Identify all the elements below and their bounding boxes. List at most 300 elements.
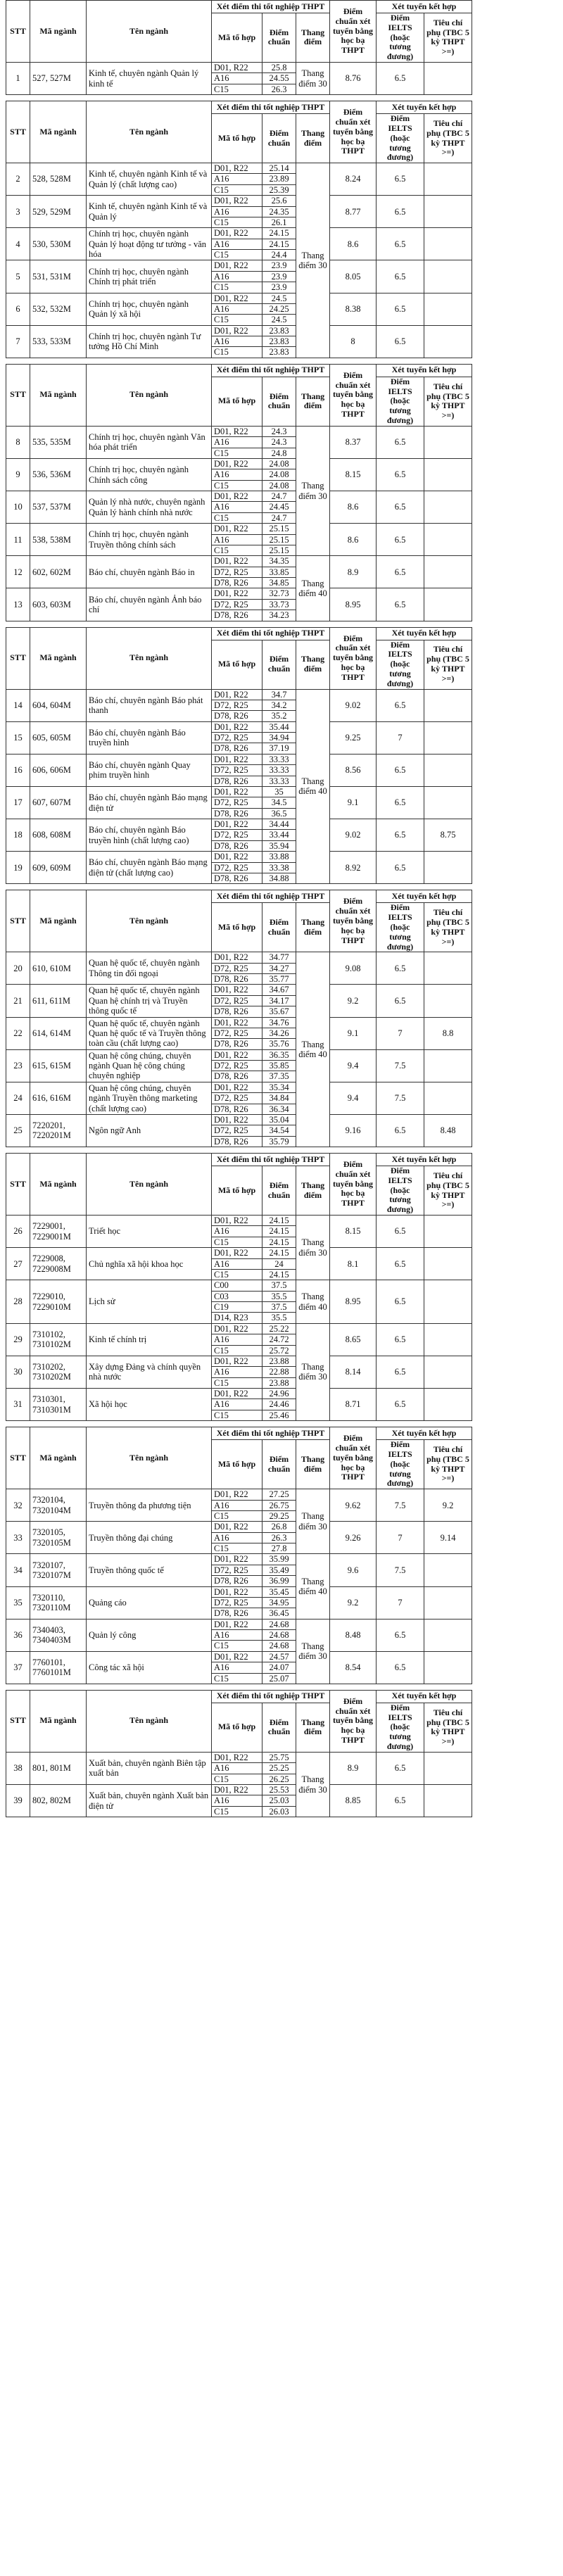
header-scale: Thang điểm: [296, 903, 330, 952]
cell-ielts: 6.5: [377, 754, 424, 786]
cell-combo: D01, R22: [212, 1356, 262, 1366]
cell-stt: 32: [6, 1489, 30, 1522]
cell-combo: C15: [212, 1806, 262, 1817]
cell-cutoff: 24.3: [262, 426, 296, 436]
cell-spacer: [472, 260, 558, 293]
cell-major-name: Quan hệ quốc tế, chuyên ngành Thông tin đối ngoại: [87, 952, 212, 985]
cell-transcript: 8.65: [330, 1323, 377, 1356]
cell-ielts: 6.5: [377, 588, 424, 621]
header-combo: Mã tổ hợp: [212, 903, 262, 952]
table-row: [6, 293, 558, 303]
cell-transcript: 8.6: [330, 228, 377, 260]
cell-combo: A16: [212, 1500, 262, 1510]
cell-cutoff: 26.3: [262, 84, 296, 94]
cell-major-name: Chính trị học, chuyên ngành Truyền thông chính sách: [87, 524, 212, 556]
cell-major-name: Lịch sử: [87, 1280, 212, 1324]
cell-combo: D01, R22: [212, 260, 262, 271]
cell-spacer: [472, 1114, 558, 1147]
header-thpt-group: Xét điểm thi tốt nghiệp THPT: [212, 1690, 330, 1703]
cell-cutoff: 33.85: [262, 567, 296, 577]
cell-combo: A16: [212, 437, 262, 448]
header-gpa: Tiêu chí phụ (TBC 5 kỳ THPT >=): [424, 114, 472, 163]
cell-cutoff: 33.73: [262, 599, 296, 610]
cell-combo: D72, R25: [212, 862, 262, 873]
cell-ielts: 7.5: [377, 1489, 424, 1522]
cell-ielts: 6.5: [377, 458, 424, 491]
table-row: [6, 426, 558, 436]
cell-transcript: 8.37: [330, 426, 377, 458]
header-combined-group: Xét tuyển kết hợp: [377, 1, 472, 13]
cell-gpa: [424, 721, 472, 754]
cell-cutoff: 23.88: [262, 1377, 296, 1388]
cell-code: 610, 610M: [30, 952, 87, 985]
cell-stt: 23: [6, 1049, 30, 1082]
cell-stt: 11: [6, 524, 30, 556]
cell-combo: C15: [212, 1237, 262, 1247]
cell-combo: D01, R22: [212, 491, 262, 502]
cell-spacer: [472, 588, 558, 621]
cell-major-name: Chủ nghĩa xã hội khoa học: [87, 1248, 212, 1280]
cell-major-name: Chính trị học, chuyên ngành Quản lý hoạt động tư tưởng - văn hóa: [87, 228, 212, 260]
cell-combo: D01, R22: [212, 786, 262, 797]
header-scale: Thang điểm: [296, 1703, 330, 1752]
header-combined-group: Xét tuyển kết hợp: [377, 627, 472, 640]
cell-spacer: [472, 426, 558, 458]
cell-combo: D14, R23: [212, 1313, 262, 1323]
cell-combo: D72, R25: [212, 1061, 262, 1071]
cell-cutoff: 24.15: [262, 1216, 296, 1226]
cell-cutoff: 23.89: [262, 174, 296, 184]
cell-code: 604, 604M: [30, 689, 87, 721]
cell-combo: C15: [212, 1345, 262, 1356]
header-combined-group: Xét tuyển kết hợp: [377, 1154, 472, 1166]
cell-combo: A16: [212, 1334, 262, 1345]
section-gap: [0, 1147, 563, 1153]
cell-combo: D01, R22: [212, 1216, 262, 1226]
cell-ielts: 6.5: [377, 985, 424, 1017]
cell-transcript: 9.62: [330, 1489, 377, 1522]
table-row: [6, 588, 558, 599]
cell-transcript: 8.15: [330, 458, 377, 491]
cell-cutoff: 25.6: [262, 196, 296, 206]
cell-gpa: [424, 1586, 472, 1619]
cell-major-name: Xây dựng Đảng và chính quyền nhà nước: [87, 1356, 212, 1388]
cell-ielts: 6.5: [377, 426, 424, 458]
cell-gpa: 9.14: [424, 1522, 472, 1554]
cell-code: 532, 532M: [30, 293, 87, 325]
cell-code: 802, 802M: [30, 1785, 87, 1817]
table-row: [6, 1522, 558, 1532]
cell-code: 538, 538M: [30, 524, 87, 556]
cell-major-name: Quan hệ công chúng, chuyên ngành Truyền thông marketing (chất lượng cao): [87, 1082, 212, 1114]
header-thpt-group: Xét điểm thi tốt nghiệp THPT: [212, 890, 330, 903]
cell-major-name: Kinh tế chính trị: [87, 1323, 212, 1356]
cell-gpa: [424, 852, 472, 884]
cell-combo: D01, R22: [212, 754, 262, 764]
cell-transcript: 8: [330, 325, 377, 358]
cell-cutoff: 24.08: [262, 480, 296, 491]
cell-cutoff: 34.95: [262, 1597, 296, 1608]
cell-ielts: 6.5: [377, 556, 424, 588]
cell-cutoff: 35.94: [262, 840, 296, 851]
cell-gpa: [424, 1216, 472, 1248]
cell-combo: A16: [212, 206, 262, 217]
cell-cutoff: 25.07: [262, 1673, 296, 1684]
cell-stt: 24: [6, 1082, 30, 1114]
cell-code: 615, 615M: [30, 1049, 87, 1082]
cell-code: 611, 611M: [30, 985, 87, 1017]
cell-ielts: 6.5: [377, 852, 424, 884]
cell-combo: D78, R26: [212, 1039, 262, 1049]
cell-cutoff: 24.7: [262, 512, 296, 523]
cell-code: 530, 530M: [30, 228, 87, 260]
header-name: Tên ngành: [87, 1154, 212, 1216]
cell-combo: A16: [212, 1258, 262, 1269]
cell-scale: Thang điểm 30: [296, 1216, 330, 1280]
header-ielts: Điểm IELTS (hoặc tương đương): [377, 377, 424, 426]
cell-transcript: 9.2: [330, 1586, 377, 1619]
cell-cutoff: 25.15: [262, 534, 296, 545]
cell-cutoff: 23.88: [262, 1356, 296, 1366]
cell-code: 7320107, 7320107M: [30, 1554, 87, 1586]
cell-cutoff: 35.5: [262, 1313, 296, 1323]
score-table-section: [6, 1153, 558, 1421]
cell-combo: A16: [212, 174, 262, 184]
cell-stt: 18: [6, 819, 30, 852]
cell-stt: 39: [6, 1785, 30, 1817]
cell-cutoff: 24.15: [262, 1269, 296, 1280]
cell-major-name: Chính trị học, chuyên ngành Chính trị phát triển: [87, 260, 212, 293]
section-gap: [0, 884, 563, 890]
cell-stt: 36: [6, 1619, 30, 1651]
cell-combo: C15: [212, 84, 262, 94]
cell-transcript: 8.6: [330, 524, 377, 556]
header-code: Mã ngành: [30, 1427, 87, 1489]
cell-combo: A16: [212, 1662, 262, 1673]
cell-ielts: 6.5: [377, 293, 424, 325]
cell-ielts: 6.5: [377, 1651, 424, 1684]
header-cutoff: Điểm chuẩn: [262, 13, 296, 63]
score-table-section: [6, 1690, 558, 1817]
cell-spacer: [472, 1554, 558, 1586]
cell-cutoff: 24.45: [262, 502, 296, 512]
header-gpa-spacer: [472, 1427, 558, 1489]
cell-cutoff: 36.99: [262, 1576, 296, 1586]
cell-spacer: [472, 556, 558, 588]
cell-cutoff: 34.26: [262, 1028, 296, 1038]
cell-gpa: [424, 491, 472, 524]
header-transcript: Điểm chuẩn xét tuyển bằng học bạ THPT: [330, 1, 377, 63]
header-gpa: Tiêu chí phụ (TBC 5 kỳ THPT >=): [424, 377, 472, 426]
cell-cutoff: 25.8: [262, 62, 296, 72]
cell-stt: 25: [6, 1114, 30, 1147]
cell-scale: Thang điểm 30: [296, 1619, 330, 1684]
cell-stt: 15: [6, 721, 30, 754]
cell-code: 7320104, 7320104M: [30, 1489, 87, 1522]
table-row: [6, 1554, 558, 1565]
table-row: [6, 1216, 558, 1226]
cell-major-name: Báo chí, chuyên ngành Báo phát thanh: [87, 689, 212, 721]
cell-combo: D72, R25: [212, 1125, 262, 1136]
cell-ielts: 6.5: [377, 1248, 424, 1280]
cell-transcript: 8.56: [330, 754, 377, 786]
cell-gpa: 8.75: [424, 819, 472, 852]
cell-cutoff: 24.46: [262, 1399, 296, 1410]
cell-code: 7340403, 7340403M: [30, 1619, 87, 1651]
header-thpt-group: Xét điểm thi tốt nghiệp THPT: [212, 1154, 330, 1166]
cell-cutoff: 34.67: [262, 985, 296, 995]
header-stt: STT: [6, 101, 30, 163]
cell-gpa: [424, 293, 472, 325]
cell-major-name: Truyền thông đa phương tiện: [87, 1489, 212, 1522]
table-row: [6, 556, 558, 567]
header-gpa-spacer: [472, 101, 558, 163]
cell-scale: Thang điểm 30: [296, 62, 330, 94]
table-row: [6, 1389, 558, 1399]
header-cutoff: Điểm chuẩn: [262, 903, 296, 952]
cell-spacer: [472, 1489, 558, 1522]
header-code: Mã ngành: [30, 1690, 87, 1752]
cell-combo: D72, R25: [212, 765, 262, 776]
header-name: Tên ngành: [87, 1, 212, 63]
cell-cutoff: 35.67: [262, 1006, 296, 1017]
cell-stt: 2: [6, 163, 30, 196]
cell-combo: D78, R26: [212, 873, 262, 883]
score-table-section: [6, 0, 558, 95]
cell-combo: C15: [212, 545, 262, 555]
cell-combo: C00: [212, 1280, 262, 1291]
header-thpt-group: Xét điểm thi tốt nghiệp THPT: [212, 627, 330, 640]
header-gpa-spacer: [472, 627, 558, 689]
cell-cutoff: 25.15: [262, 545, 296, 555]
cell-cutoff: 26.75: [262, 1500, 296, 1510]
table-header: [6, 1, 558, 63]
cell-cutoff: 25.03: [262, 1795, 296, 1806]
cell-gpa: [424, 1785, 472, 1817]
header-name: Tên ngành: [87, 627, 212, 689]
header-stt: STT: [6, 890, 30, 952]
cell-major-name: Kinh tế, chuyên ngành Kinh tế và Quản lý: [87, 196, 212, 228]
cell-stt: 5: [6, 260, 30, 293]
cell-cutoff: 34.23: [262, 610, 296, 621]
cell-gpa: [424, 196, 472, 228]
cell-combo: D78, R26: [212, 1104, 262, 1114]
header-thpt-group: Xét điểm thi tốt nghiệp THPT: [212, 1427, 330, 1440]
cell-combo: A16: [212, 271, 262, 282]
cell-cutoff: 25.75: [262, 1752, 296, 1762]
table-row: [6, 985, 558, 995]
cell-gpa: [424, 952, 472, 985]
score-table-section: [6, 627, 558, 885]
cell-cutoff: 24.15: [262, 1248, 296, 1258]
cell-transcript: 8.76: [330, 62, 377, 94]
cell-code: 531, 531M: [30, 260, 87, 293]
cell-gpa: [424, 1323, 472, 1356]
cell-transcript: 9.02: [330, 819, 377, 852]
header-transcript: Điểm chuẩn xét tuyển bằng học bạ THPT: [330, 627, 377, 689]
cell-cutoff: 36.34: [262, 1104, 296, 1114]
cell-spacer: [472, 1522, 558, 1554]
cell-cutoff: 34.94: [262, 733, 296, 743]
cell-combo: D72, R25: [212, 599, 262, 610]
section-gap: [0, 95, 563, 101]
cell-combo: C15: [212, 1641, 262, 1651]
header-code: Mã ngành: [30, 101, 87, 163]
cell-spacer: [472, 1216, 558, 1248]
cell-scale: Thang điểm 30: [296, 1323, 330, 1420]
cell-code: 7220201, 7220201M: [30, 1114, 87, 1147]
cell-transcript: 8.1: [330, 1248, 377, 1280]
cell-combo: C19: [212, 1302, 262, 1313]
table-header: [6, 890, 558, 952]
header-name: Tên ngành: [87, 364, 212, 426]
cell-gpa: [424, 1389, 472, 1421]
table-header: [6, 101, 558, 163]
cell-cutoff: 35.79: [262, 1136, 296, 1147]
cell-spacer: [472, 819, 558, 852]
cell-transcript: 8.05: [330, 260, 377, 293]
cell-combo: D72, R25: [212, 1597, 262, 1608]
cell-ielts: 6.5: [377, 1216, 424, 1248]
cell-gpa: [424, 689, 472, 721]
table-row: [6, 952, 558, 963]
header-ielts: Điểm IELTS (hoặc tương đương): [377, 640, 424, 689]
header-gpa: Tiêu chí phụ (TBC 5 kỳ THPT >=): [424, 1703, 472, 1752]
score-table-section: [6, 364, 558, 621]
cell-combo: D78, R26: [212, 1608, 262, 1619]
header-combo: Mã tổ hợp: [212, 1166, 262, 1216]
cell-scale: Thang điểm 30: [296, 1489, 330, 1554]
cell-gpa: [424, 1752, 472, 1784]
cell-combo: A16: [212, 1399, 262, 1410]
cell-ielts: 7.5: [377, 1554, 424, 1586]
cell-cutoff: 33.38: [262, 862, 296, 873]
table-row: [6, 1619, 558, 1629]
cell-ielts: 7: [377, 721, 424, 754]
cell-spacer: [472, 62, 558, 94]
cell-spacer: [472, 1586, 558, 1619]
cell-ielts: 6.5: [377, 325, 424, 358]
header-stt: STT: [6, 364, 30, 426]
cell-cutoff: 35.45: [262, 1586, 296, 1597]
cell-cutoff: 22.88: [262, 1367, 296, 1377]
header-cutoff: Điểm chuẩn: [262, 640, 296, 689]
cell-gpa: [424, 1280, 472, 1324]
table-header: [6, 627, 558, 689]
cell-combo: D72, R25: [212, 797, 262, 808]
cell-combo: D01, R22: [212, 1586, 262, 1597]
cell-stt: 17: [6, 786, 30, 819]
header-combo: Mã tổ hợp: [212, 377, 262, 426]
cell-combo: A16: [212, 1795, 262, 1806]
cell-gpa: [424, 556, 472, 588]
cell-ielts: 6.5: [377, 1280, 424, 1324]
cell-cutoff: 23.9: [262, 271, 296, 282]
cell-cutoff: 26.03: [262, 1806, 296, 1817]
cell-gpa: [424, 1651, 472, 1684]
cell-cutoff: 23.83: [262, 325, 296, 336]
header-transcript: Điểm chuẩn xét tuyển bằng học bạ THPT: [330, 1154, 377, 1216]
header-scale: Thang điểm: [296, 377, 330, 426]
cell-spacer: [472, 325, 558, 358]
cell-transcript: 9.4: [330, 1049, 377, 1082]
cell-code: 801, 801M: [30, 1752, 87, 1784]
cell-spacer: [472, 1017, 558, 1049]
cell-major-name: Quản lý nhà nước, chuyên ngành Quản lý hành chính nhà nước: [87, 491, 212, 524]
cell-cutoff: 24.3: [262, 437, 296, 448]
cell-cutoff: 24.72: [262, 1334, 296, 1345]
cell-code: 7760101, 7760101M: [30, 1651, 87, 1684]
cell-cutoff: 26.25: [262, 1774, 296, 1784]
cell-spacer: [472, 1752, 558, 1784]
cell-transcript: 9.25: [330, 721, 377, 754]
cell-transcript: 8.85: [330, 1785, 377, 1817]
header-combo: Mã tổ hợp: [212, 13, 262, 63]
cell-transcript: 9.16: [330, 1114, 377, 1147]
cell-stt: 8: [6, 426, 30, 458]
header-gpa: Tiêu chí phụ (TBC 5 kỳ THPT >=): [424, 13, 472, 63]
cell-combo: C15: [212, 1543, 262, 1554]
header-name: Tên ngành: [87, 101, 212, 163]
cell-gpa: [424, 325, 472, 358]
cell-major-name: Báo chí, chuyên ngành Báo mạng điện tử: [87, 786, 212, 819]
cell-code: 7320110, 7320110M: [30, 1586, 87, 1619]
cell-combo: C15: [212, 315, 262, 325]
cell-stt: 14: [6, 689, 30, 721]
cell-gpa: 9.2: [424, 1489, 472, 1522]
table-header: [6, 1427, 558, 1489]
cell-cutoff: 24.55: [262, 73, 296, 84]
cell-cutoff: 23.9: [262, 260, 296, 271]
cell-stt: 9: [6, 458, 30, 491]
cell-code: 537, 537M: [30, 491, 87, 524]
cell-gpa: [424, 163, 472, 196]
cell-major-name: Quản lý công: [87, 1619, 212, 1651]
cell-scale: Thang điểm 30: [296, 426, 330, 556]
cell-gpa: 8.8: [424, 1017, 472, 1049]
header-code: Mã ngành: [30, 364, 87, 426]
cell-cutoff: 34.54: [262, 1125, 296, 1136]
cell-cutoff: 35.04: [262, 1114, 296, 1125]
cell-stt: 26: [6, 1216, 30, 1248]
cell-major-name: Truyền thông đại chúng: [87, 1522, 212, 1554]
cell-combo: D01, R22: [212, 163, 262, 174]
cell-transcript: 9.6: [330, 1554, 377, 1586]
cell-ielts: 6.5: [377, 228, 424, 260]
cell-cutoff: 25.25: [262, 1763, 296, 1774]
table-row: [6, 1017, 558, 1028]
cell-ielts: 6.5: [377, 786, 424, 819]
cell-major-name: Báo chí, chuyên ngành Báo truyền hình: [87, 721, 212, 754]
header-ielts: Điểm IELTS (hoặc tương đương): [377, 903, 424, 952]
cell-stt: 13: [6, 588, 30, 621]
header-combo: Mã tổ hợp: [212, 640, 262, 689]
cell-stt: 20: [6, 952, 30, 985]
cell-cutoff: 35.5: [262, 1291, 296, 1301]
cell-combo: D01, R22: [212, 1248, 262, 1258]
cell-combo: D78, R26: [212, 840, 262, 851]
cell-combo: D72, R25: [212, 1565, 262, 1575]
header-scale: Thang điểm: [296, 1440, 330, 1489]
cell-stt: 1: [6, 62, 30, 94]
header-combined-group: Xét tuyển kết hợp: [377, 1690, 472, 1703]
cell-cutoff: 24.15: [262, 228, 296, 239]
cell-combo: D78, R26: [212, 578, 262, 588]
header-gpa-spacer: [472, 890, 558, 952]
score-table-section: [6, 1427, 558, 1684]
cell-ielts: 6.5: [377, 1389, 424, 1421]
cell-code: 536, 536M: [30, 458, 87, 491]
